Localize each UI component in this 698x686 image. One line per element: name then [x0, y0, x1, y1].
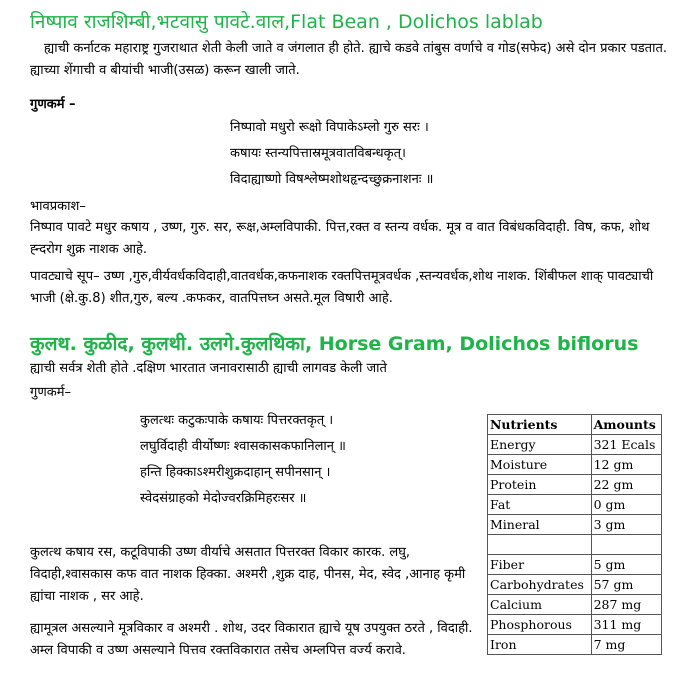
table-cell: 3 gm — [591, 515, 661, 535]
bhavaprakash-label: भावप्रकाश– — [30, 199, 86, 214]
soup-text: पावट्याचे सूप– उष्ण ,गुरु,वीर्यवर्धकविदाही,वातवर्धक,कफनाशक रक्तपित्तमूत्रवर्धक ,स्तन्यवर्धक,शोथ नाशक. शिंबीफल शाक् पावट्याची भाजी (क्षे.कु.8) शीत,गुरु, बल्य .कफकर, वातपित्तघ्न असते.मूल विषारी आहे. — [30, 269, 654, 306]
section2-heading: कुलथ. कुळीद, कुलथी. उलगे.कुलथिका, Horse Gram, Dolichos biflorus — [30, 333, 639, 355]
section2-intro: ह्याची सर्वत्र शेती होते .दक्षिण भारतात जनावरासाठी ह्याची लागवड केली जाते — [30, 361, 387, 376]
table-row — [488, 575, 662, 595]
verse-line: कुलत्थः कटुकःपाके कषायः पित्तरक्तकृत् । — [140, 413, 334, 428]
table-cell: 287 mg — [591, 595, 661, 615]
table-row — [488, 475, 662, 495]
table-cell — [591, 535, 661, 555]
table-cell: Fiber — [488, 555, 592, 575]
table-cell: 321 Ecals — [591, 435, 661, 455]
table-row — [488, 635, 662, 655]
section1-intro: ह्याची कर्नाटक महाराष्ट्र गुजराथात शेती केली जाते व जंगलात ही होते. ह्याचे कडवे तांबुस वर्णाचे व गोड(सफेद) असे दोन प्रकार पडतात. ह्याच्या शेंगाची व बीयांची भाजी(उसळ) करून खाली जाते. — [30, 41, 668, 78]
table-row — [488, 595, 662, 615]
verse-line: कषायः स्तन्यपित्तास्रमूत्रवातविबन्धकृत्। — [230, 146, 406, 161]
table-cell: Mineral — [488, 515, 592, 535]
table-row — [488, 435, 662, 455]
section1-gunakarma-label: गुणकर्म – — [30, 97, 76, 112]
table-cell: 311 mg — [591, 615, 661, 635]
table-cell: 0 gm — [591, 495, 661, 515]
section2-para2: ह्यामूत्रल असल्याने मूत्रविकार व अश्मरी . शोथ, उदर विकारात ह्याचे यूष उपयुक्त ठरते , विदाही. अम्ल विपाकी व उष्ण असल्याने पित्तव रक्तविकारात तसेच अम्लपित्त वर्ज्य करावे. — [30, 621, 473, 658]
table-cell: 57 gm — [591, 575, 661, 595]
table-header-row — [488, 415, 662, 435]
table-row — [488, 535, 662, 555]
table-header-cell: Nutrients — [488, 415, 592, 435]
table-header-cell: Amounts — [591, 415, 661, 435]
table-cell: Iron — [488, 635, 592, 655]
section2-gunakarma-label: गुणकर्म– — [30, 385, 71, 400]
section1-verse — [230, 117, 433, 195]
verse-line: स्वेदसंग्राहको मेदोज्वरक्रिमिहरःसर ॥ — [140, 491, 307, 506]
table-cell: 5 gm — [591, 555, 661, 575]
verse-line: लघुर्विदाही वीर्योष्णः श्वासकासकफानिलान् ॥ — [140, 439, 346, 454]
verse-line: हन्ति हिक्काऽश्मरीशुक्रदाहान् सपीनसान् । — [140, 465, 331, 480]
section1-heading: निष्पाव राजशिम्बी,भटवासु पावटे.वाल,Flat Bean , Dolichos lablab — [30, 11, 543, 33]
table-row — [488, 455, 662, 475]
table-row — [488, 495, 662, 515]
table-cell: Calcium — [488, 595, 592, 615]
table-cell: Protein — [488, 475, 592, 495]
table-row — [488, 615, 662, 635]
table-cell: Phosphorous — [488, 615, 592, 635]
section2-verse — [140, 410, 346, 514]
table-cell: Energy — [488, 435, 592, 455]
table-cell: 12 gm — [591, 455, 661, 475]
section2-para1: कुलत्थ कषाय रस, कटूविपाकी उष्ण वीर्याचे असतात पित्तरक्त विकार कारक. लघु, विदाही,श्वासकास कफ वात नाशक हिक्का. अश्मरी ,शुक्र दाह, पीनस, मेद, स्वेद ,आनाह कृमी ह्यांचा नाशक , सर आहे. — [30, 545, 466, 604]
table-cell — [488, 535, 592, 555]
table-cell: Fat — [488, 495, 592, 515]
table-cell: Moisture — [488, 455, 592, 475]
table-row — [488, 555, 662, 575]
table-cell: Carbohydrates — [488, 575, 592, 595]
table-cell: 22 gm — [591, 475, 661, 495]
table-cell: 7 mg — [591, 635, 661, 655]
table-row — [488, 515, 662, 535]
nutrients-table — [487, 414, 662, 655]
verse-line: विदाह्याष्णो विषश्लेष्मशोथहृन्दच्छुक्रनाशनः ॥ — [230, 172, 434, 187]
bhavaprakash-text: निष्पाव पावटे मधुर कषाय , उष्ण, गुरु. सर, रूक्ष,अम्लविपाकी. पित्त,रक्त व स्तन्य वर्धक. मूत्र व वात विबंधकविदाही. विष, कफ, शोथ ह्न्दरोग शुक्र नाशक आहे. — [30, 220, 650, 257]
verse-line: निष्पावो मधुरो रूक्षो विपाकेऽम्लो गुरु सरः । — [230, 120, 429, 135]
